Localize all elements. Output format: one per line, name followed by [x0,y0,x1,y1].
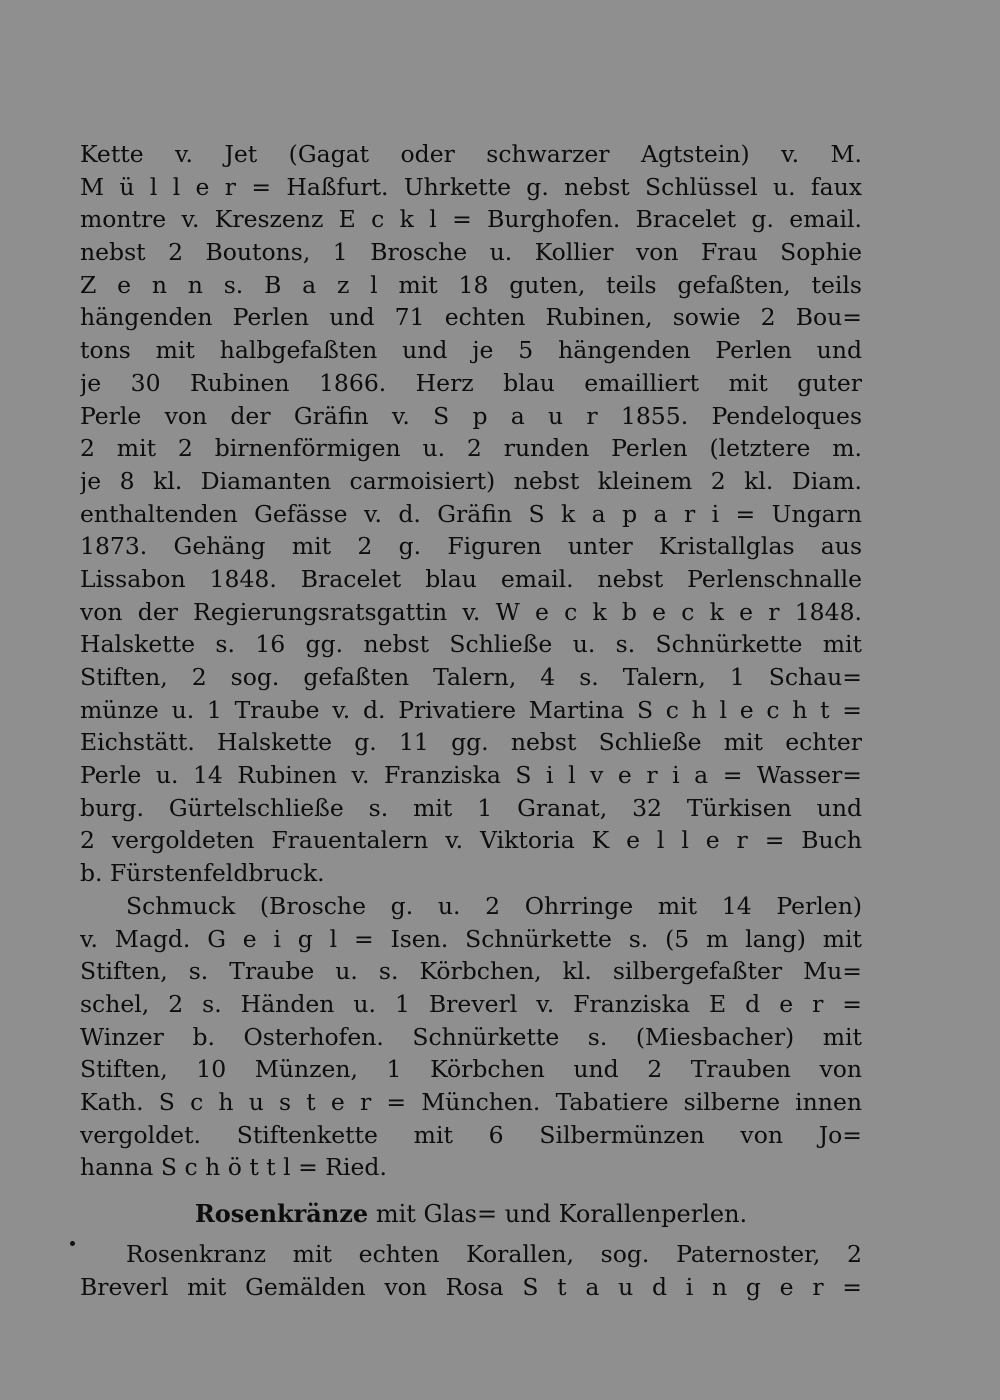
text-line: Breverl mit Gemälden von Rosa S t a u d i n g e r = [80,1272,862,1301]
section-heading-rest: mit Glas= und Korallenperlen. [368,1200,748,1228]
text-line: Schmuck (Brosche g. u. 2 Ohrringe mit 14 Perlen) [126,891,862,920]
text-line: tons mit halbgefaßten und je 5 hängenden Perlen und [80,336,862,365]
text-line: Z e n n s. B a z l mit 18 guten, teils gefaßten, teils [80,270,862,299]
text-line: vergoldet. Stiftenkette mit 6 Silbermünzen von Jo= [80,1120,862,1149]
text-line: 1873. Gehäng mit 2 g. Figuren unter Kristallglas aus [80,532,862,561]
paragraph-1 [80,138,862,890]
text-line: v. Magd. G e i g l = Isen. Schnürkette s. (5 m lang) mit [80,924,862,953]
paragraph-2 [80,890,862,1184]
text-line: je 8 kl. Diamanten carmoisiert) nebst kleinem 2 kl. Diam. [80,466,862,495]
text-line: Stiften, 2 sog. gefaßten Talern, 4 s. Talern, 1 Schau= [80,663,862,691]
text-line: Lissabon 1848. Bracelet blau email. nebst Perlenschnalle [80,564,862,593]
text-line: enthaltenden Gefässe v. d. Gräfin S k a p a r i = Ungarn [80,499,862,528]
text-line: Stiften, 10 Münzen, 1 Körbchen und 2 Trauben von [80,1055,862,1084]
text-line: Winzer b. Osterhofen. Schnürkette s. (Miesbacher) mit [80,1022,862,1051]
text-line: M ü l l e r = Haßfurt. Uhrkette g. nebst Schlüssel u. faux [80,172,862,201]
text-line: Perle von der Gräfin v. S p a u r 1855. Pendeloques [80,401,862,430]
text-line: Stiften, s. Traube u. s. Körbchen, kl. silbergefaßter Mu= [80,957,862,986]
text-line: Kath. S c h u s t e r = München. Tabatiere silberne innen [80,1087,862,1116]
text-line: Kette v. Jet (Gagat oder schwarzer Agtstein) v. M. [80,140,862,168]
section-heading [80,1198,862,1230]
text-line: b. Fürstenfeldbruck. [80,859,325,888]
paragraph-3 [80,1238,862,1303]
text-line: schel, 2 s. Händen u. 1 Breverl v. Franziska E d e r = [80,989,862,1018]
text-line: Perle u. 14 Rubinen v. Franziska S i l v e r i a = Wasser= [80,761,862,790]
text-line: Eichstätt. Halskette g. 11 gg. nebst Schließe mit echter [80,728,862,757]
body-text [80,138,862,1184]
text-line: Rosenkranz mit echten Korallen, sog. Paternoster, 2 [126,1240,862,1268]
text-line: hanna S c h ö t t l = Ried. [80,1153,387,1182]
section-2-text [80,1238,862,1303]
margin-mark [70,1241,75,1246]
text-line: je 30 Rubinen 1866. Herz blau emailliert mit guter [80,368,862,397]
text-line: hängenden Perlen und 71 echten Rubinen, sowie 2 Bou= [80,303,862,332]
text-line: münze u. 1 Traube v. d. Privatiere Martina S c h l e c h t = [80,695,862,724]
text-line: 2 mit 2 birnenförmigen u. 2 runden Perlen (letztere m. [80,434,862,463]
section-heading-lead: Rosenkränze [194,1199,369,1228]
text-line: 2 vergoldeten Frauentalern v. Viktoria K e l l e r = Buch [80,826,862,855]
text-line: von der Regierungsratsgattin v. W e c k b e c k e r 1848. [80,597,862,626]
text-line: nebst 2 Boutons, 1 Brosche u. Kollier von Frau Sophie [80,238,862,267]
text-line: montre v. Kreszenz E c k l = Burghofen. Bracelet g. email. [80,205,862,234]
text-line: Halskette s. 16 gg. nebst Schließe u. s. Schnürkette mit [80,630,862,659]
text-line: burg. Gürtelschließe s. mit 1 Granat, 32 Türkisen und [80,793,862,822]
